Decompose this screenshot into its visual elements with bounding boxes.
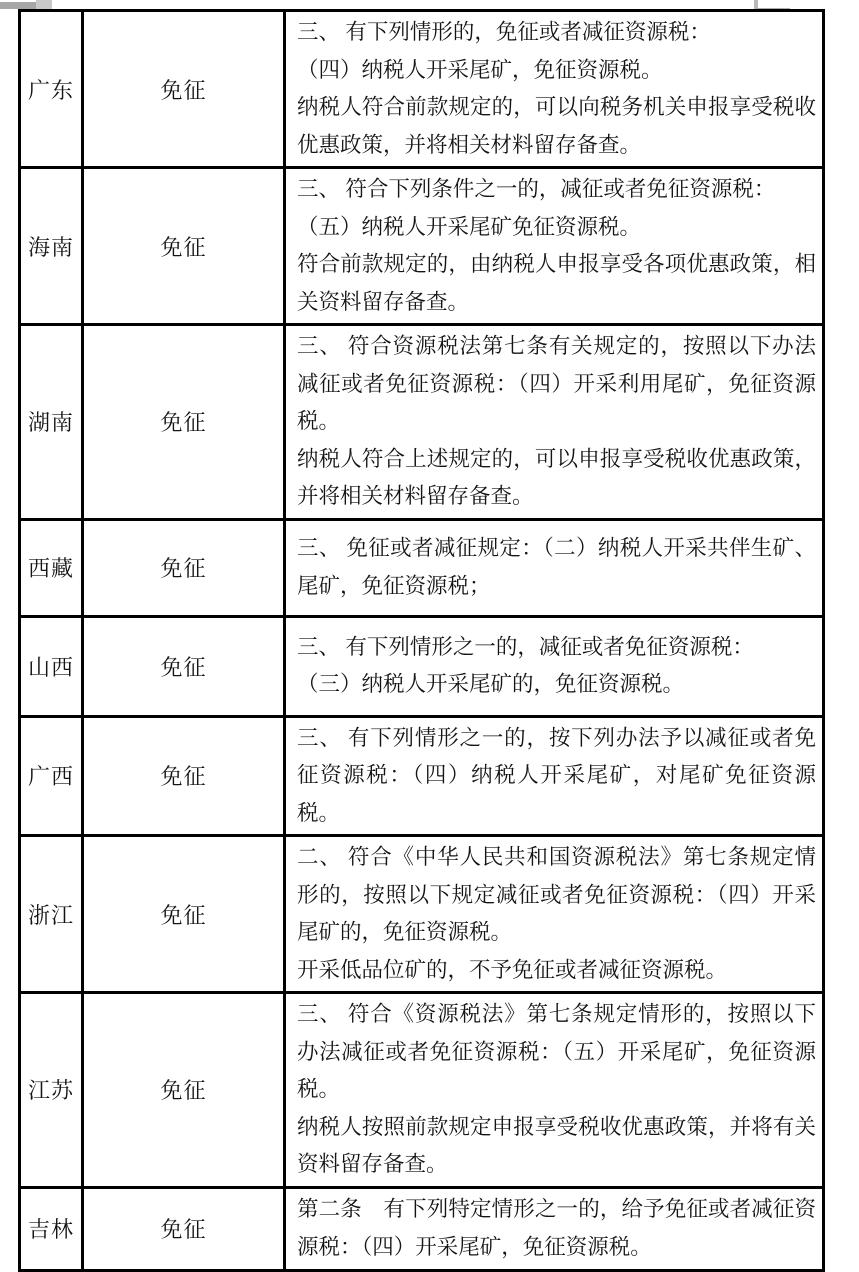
status-cell: 免征 <box>83 1187 285 1270</box>
table-row <box>20 168 824 325</box>
policy-paragraph: 三、 符合资源税法第七条有关规定的，按照以下办法减征或者免征资源税：（四）开采利用尾矿，免征资源税。 <box>297 334 816 433</box>
status-cell: 免征 <box>83 325 285 520</box>
province-cell: 西藏 <box>20 519 83 616</box>
table-row <box>20 836 824 993</box>
table-row <box>20 716 824 836</box>
table-row <box>20 519 824 616</box>
province-cell: 广东 <box>20 11 83 168</box>
policy-cell <box>285 168 824 325</box>
policy-paragraph: 三、 有下列情形之一的，减征或者免征资源税： <box>297 634 754 659</box>
policy-paragraph: 三、 免征或者减征规定：（二）纳税人开采共伴生矿、尾矿，免征资源税； <box>297 536 816 598</box>
resource-tax-exemption-table <box>18 9 825 1272</box>
policy-cell <box>285 325 824 520</box>
policy-paragraph: 纳税人符合上述规定的，可以申报享受税收优惠政策，并将相关材料留存备查。 <box>297 446 816 508</box>
status-cell: 免征 <box>83 11 285 168</box>
policy-cell <box>285 11 824 168</box>
policy-cell <box>285 519 824 616</box>
table-row <box>20 1187 824 1270</box>
policy-paragraph: 纳税人按照前款规定申报享受税收优惠政策，并将有关资料留存备查。 <box>297 1114 816 1176</box>
province-cell: 海南 <box>20 168 83 325</box>
policy-paragraph: 三、 有下列情形之一的，按下列办法予以减征或者免征资源税：（四）纳税人开采尾矿，对尾矿免征资源税。 <box>297 725 816 825</box>
province-cell: 江苏 <box>20 993 83 1188</box>
policy-paragraph: （五）纳税人开采尾矿免征资源税。 <box>297 214 642 239</box>
status-cell: 免征 <box>83 168 285 325</box>
status-cell: 免征 <box>83 716 285 836</box>
policy-paragraph: 第二条 有下列特定情形之一的，给予免征或者减征资源税：（四）开采尾矿，免征资源税。 <box>297 1197 816 1259</box>
policy-paragraph: 二、 符合《中华人民共和国资源税法》第七条规定情形的，按照以下规定减征或者免征资源税：（四）开采尾矿的，免征资源税。 <box>297 845 816 944</box>
table-row <box>20 616 824 716</box>
table-row <box>20 993 824 1188</box>
policy-cell <box>285 993 824 1188</box>
table-row <box>20 11 824 168</box>
status-cell: 免征 <box>83 836 285 993</box>
status-cell: 免征 <box>83 519 285 616</box>
policy-cell <box>285 616 824 716</box>
policy-cell <box>285 1187 824 1270</box>
cropped-ui-fragment-top-left-bar <box>0 2 40 9</box>
policy-paragraph: 开采低品位矿的，不予免征或者减征资源税。 <box>297 957 728 982</box>
province-cell: 浙江 <box>20 836 83 993</box>
status-cell: 免征 <box>83 616 285 716</box>
province-cell: 吉林 <box>20 1187 83 1270</box>
policy-cell <box>285 836 824 993</box>
policy-paragraph: 三、 符合《资源税法》第七条规定情形的，按照以下办法减征或者免征资源税：（五）开采尾矿，免征资源税。 <box>297 1002 816 1101</box>
province-cell: 湖南 <box>20 325 83 520</box>
table-row <box>20 325 824 520</box>
policy-paragraph: 符合前款规定的，由纳税人申报享受各项优惠政策，相关资料留存备查。 <box>297 252 816 314</box>
status-cell: 免征 <box>83 993 285 1188</box>
policy-paragraph: 纳税人符合前款规定的，可以向税务机关申报享受税收优惠政策，并将相关材料留存备查。 <box>297 95 816 157</box>
policy-paragraph: （三）纳税人开采尾矿的，免征资源税。 <box>297 672 685 696</box>
policy-paragraph: （四）纳税人开采尾矿，免征资源税。 <box>297 57 663 82</box>
policy-paragraph: 三、 符合下列条件之一的，减征或者免征资源税： <box>297 177 776 201</box>
province-cell: 山西 <box>20 616 83 716</box>
policy-paragraph: 三、 有下列情形的，免征或者减征资源税： <box>297 20 711 44</box>
province-cell: 广西 <box>20 716 83 836</box>
policy-cell <box>285 716 824 836</box>
